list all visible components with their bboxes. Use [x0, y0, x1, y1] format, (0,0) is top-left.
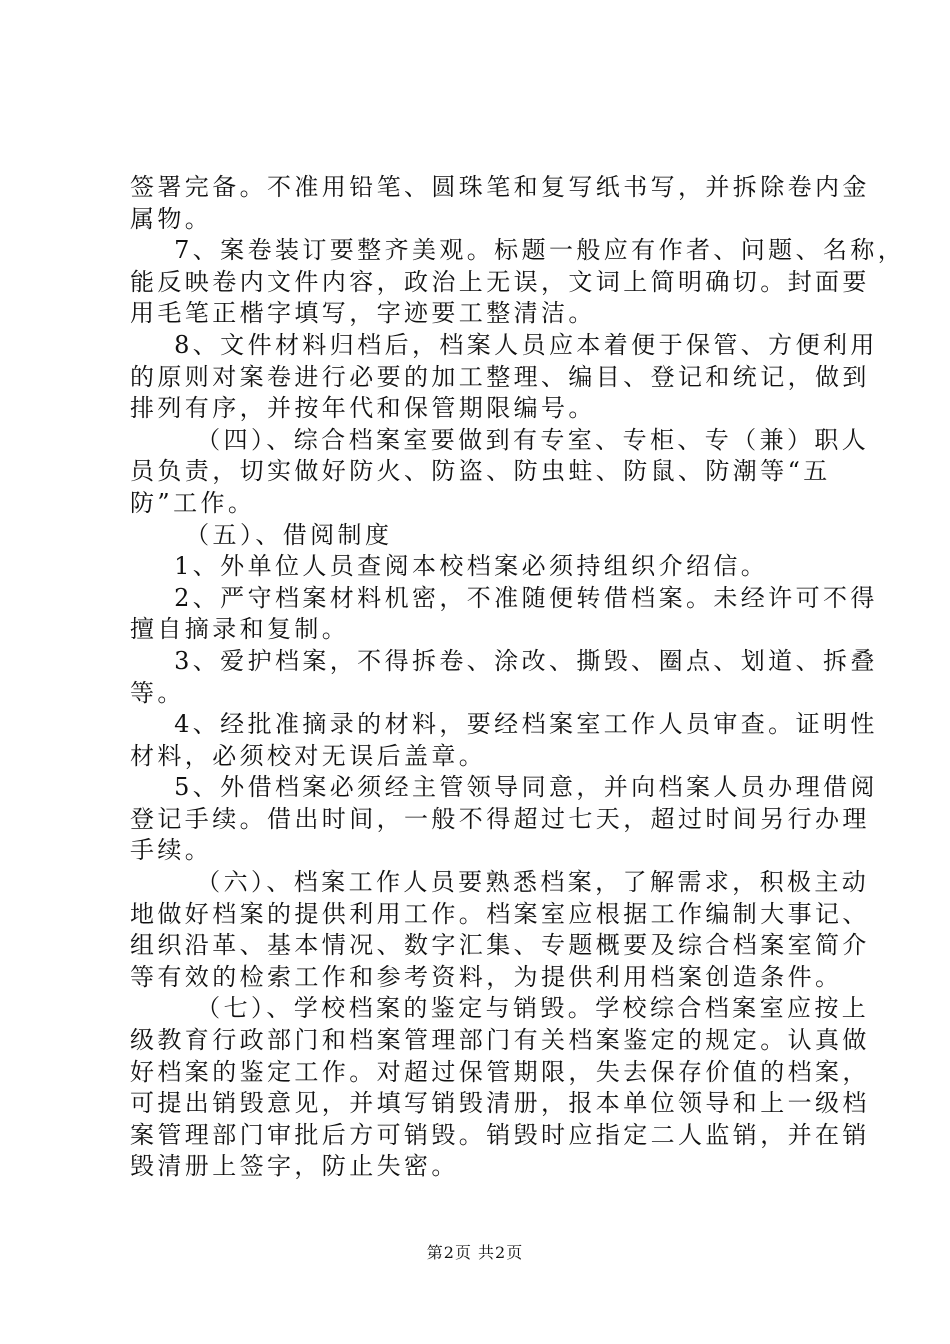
document-body: [130, 172, 906, 1183]
text-line: 能反映卷内文件内容，政治上无误，文词上简明确切。封面要: [130, 267, 870, 296]
text-line: 用毛笔正楷字填写，字迹要工整清洁。: [130, 299, 596, 328]
text-line: 好档案的鉴定工作。对超过保管期限，失去保存价值的档案，: [130, 1057, 870, 1086]
text-line: 登记手续。借出时间，一般不得超过七天，超过时间另行办理: [130, 804, 870, 833]
text-line: 擅自摘录和复制。: [130, 615, 350, 644]
text-line: 材料，必须校对无误后盖章。: [130, 741, 487, 770]
text-line: 级教育行政部门和档案管理部门有关档案鉴定的规定。认真做: [130, 1026, 870, 1055]
text-line: 的原则对案卷进行必要的加工整理、编目、登记和统记，做到: [130, 362, 870, 391]
text-line: （六）、档案工作人员要熟悉档案，了解需求，积极主动: [130, 868, 870, 897]
text-line: （四）、综合档案室要做到有专室、专柜、专（兼）职人: [130, 425, 870, 454]
text-line: 3、爱护档案，不得拆卷、涂改、撕毁、圈点、划道、拆叠: [130, 646, 878, 675]
text-line: 属物。: [130, 204, 213, 233]
text-line: 组织沿革、基本情况、数字汇集、专题概要及综合档案室简介: [130, 931, 870, 960]
text-line: 4、经批准摘录的材料，要经档案室工作人员审查。证明性: [130, 710, 878, 739]
text-line: 地做好档案的提供利用工作。档案室应根据工作编制大事记、: [130, 899, 870, 928]
text-line: 5、外借档案必须经主管领导同意，并向档案人员办理借阅: [130, 773, 878, 802]
text-line: 等有效的检索工作和参考资料，为提供利用档案创造条件。: [130, 962, 843, 991]
text-line: 签署完备。不准用铅笔、圆珠笔和复写纸书写，并拆除卷内金: [130, 173, 870, 201]
text-line: 员负责，切实做好防火、防盗、防虫蛀、防鼠、防潮等“五: [130, 457, 831, 486]
text-line: 等。: [130, 678, 185, 707]
text-line: 2、严守档案材料机密，不准随便转借档案。未经许可不得: [130, 583, 878, 612]
text-line: 案管理部门审批后方可销毁。销毁时应指定二人监销，并在销: [130, 1120, 870, 1149]
text-line: （七）、学校档案的鉴定与销毁。学校综合档案室应按上: [130, 994, 870, 1023]
text-line: 防”工作。: [130, 488, 256, 517]
text-line: （五）、借阅制度: [130, 520, 393, 549]
text-line: 可提出销毁意见，并填写销毁清册，报本单位领导和上一级档: [130, 1089, 870, 1118]
text-line: 8、文件材料归档后，档案人员应本着便于保管、方便利用: [130, 330, 878, 359]
text-line: 7、案卷装订要整齐美观。标题一般应有作者、问题、名称，: [130, 236, 906, 265]
text-line: 1、外单位人员查阅本校档案必须持组织介绍信。: [130, 552, 769, 581]
text-line: 毁清册上签字，防止失密。: [130, 1152, 459, 1181]
page-footer: 第2页 共2页: [426, 1243, 524, 1262]
text-line: 排列有序，并按年代和保管期限编号。: [130, 394, 596, 423]
text-line: 手续。: [130, 836, 213, 865]
